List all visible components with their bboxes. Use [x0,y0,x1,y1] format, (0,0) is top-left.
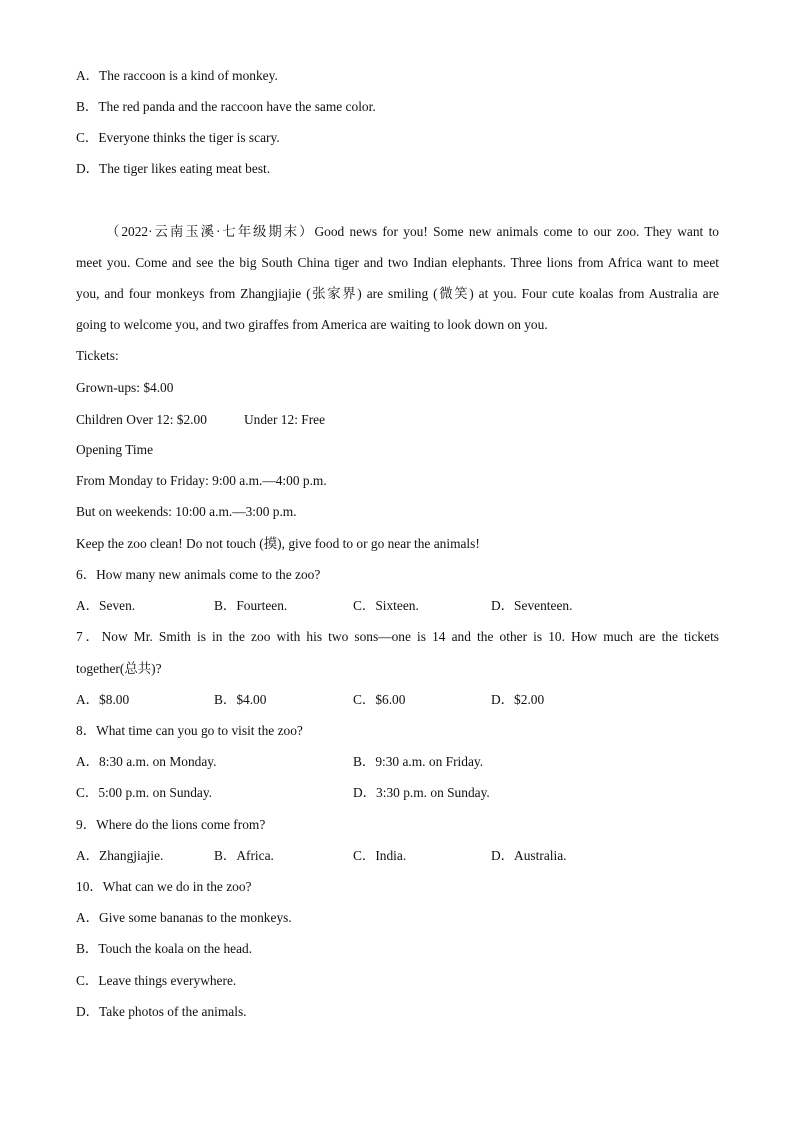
question-9-option-b: B．Africa. [214,848,274,863]
question-9-option-a: A．Zhangjiajie. [76,848,164,863]
passage-line-2: meet you. Come and see the big South China tiger and two Indian elephants. Three lions from Africa want to meet [76,255,719,270]
question-9-stem: 9．Where do the lions come from? [76,817,266,832]
question-6-option-b: B．Fourteen. [214,598,288,613]
passage-line-3: you, and four monkeys from Zhangjiajie (张家界) are smiling (微笑) at you. Four cute koalas from Australia are [76,286,719,301]
question-6-option-d: D．Seventeen. [491,598,573,613]
question-8-option-a: A．8:30 a.m. on Monday. [76,754,217,769]
question-8-stem: 8．What time can you go to visit the zoo? [76,723,303,738]
zoo-notice: Keep the zoo clean! Do not touch (摸), give food to or go near the animals! [76,536,480,551]
question-8-option-c: C．5:00 p.m. on Sunday. [76,785,213,800]
question-10-option-d: D．Take photos of the animals. [76,1004,247,1019]
passage-line-1: （2022·云南玉溪·七年级期末）Good news for you! Some new animals come to our zoo. They want to [106,224,719,239]
tickets-grownups: Grown-ups: $4.00 [76,380,174,395]
question-7-stem-line-2: together(总共)? [76,661,162,676]
question-9-option-c: C．India. [353,848,407,863]
question-10-option-c: C．Leave things everywhere. [76,973,237,988]
question-7-option-c: C．$6.00 [353,692,406,707]
question-6-option-a: A．Seven. [76,598,136,613]
tickets-children-over-12: Children Over 12: $2.00 [76,412,207,427]
question-8-option-b: B．9:30 a.m. on Friday. [353,754,484,769]
opening-weekdays: From Monday to Friday: 9:00 a.m.—4:00 p.m. [76,473,327,488]
question-6-option-c: C．Sixteen. [353,598,419,613]
passage-line-4: going to welcome you, and two giraffes from America are waiting to look down on you. [76,317,548,332]
prev-option-c: C．Everyone thinks the tiger is scary. [76,130,280,145]
question-7-option-d: D．$2.00 [491,692,545,707]
question-6-stem: 6．How many new animals come to the zoo? [76,567,321,582]
question-9-option-d: D．Australia. [491,848,567,863]
prev-option-b: B．The red panda and the raccoon have the same color. [76,99,376,114]
question-7-option-b: B．$4.00 [214,692,267,707]
question-8-option-d: D．3:30 p.m. on Sunday. [353,785,490,800]
opening-heading: Opening Time [76,442,154,457]
tickets-under-12: Under 12: Free [244,412,326,427]
question-10-option-b: B．Touch the koala on the head. [76,941,253,956]
question-7-option-a: A．$8.00 [76,692,130,707]
prev-option-a: A．The raccoon is a kind of monkey. [76,68,278,83]
question-7-stem-line-1: 7．Now Mr. Smith is in the zoo with his two sons—one is 14 and the other is 10. How much are the tickets [76,629,719,644]
opening-weekends: But on weekends: 10:00 a.m.—3:00 p.m. [76,504,297,519]
question-10-option-a: A．Give some bananas to the monkeys. [76,910,292,925]
prev-option-d: D．The tiger likes eating meat best. [76,161,271,176]
tickets-heading: Tickets: [76,348,119,363]
question-10-stem: 10．What can we do in the zoo? [76,879,252,894]
